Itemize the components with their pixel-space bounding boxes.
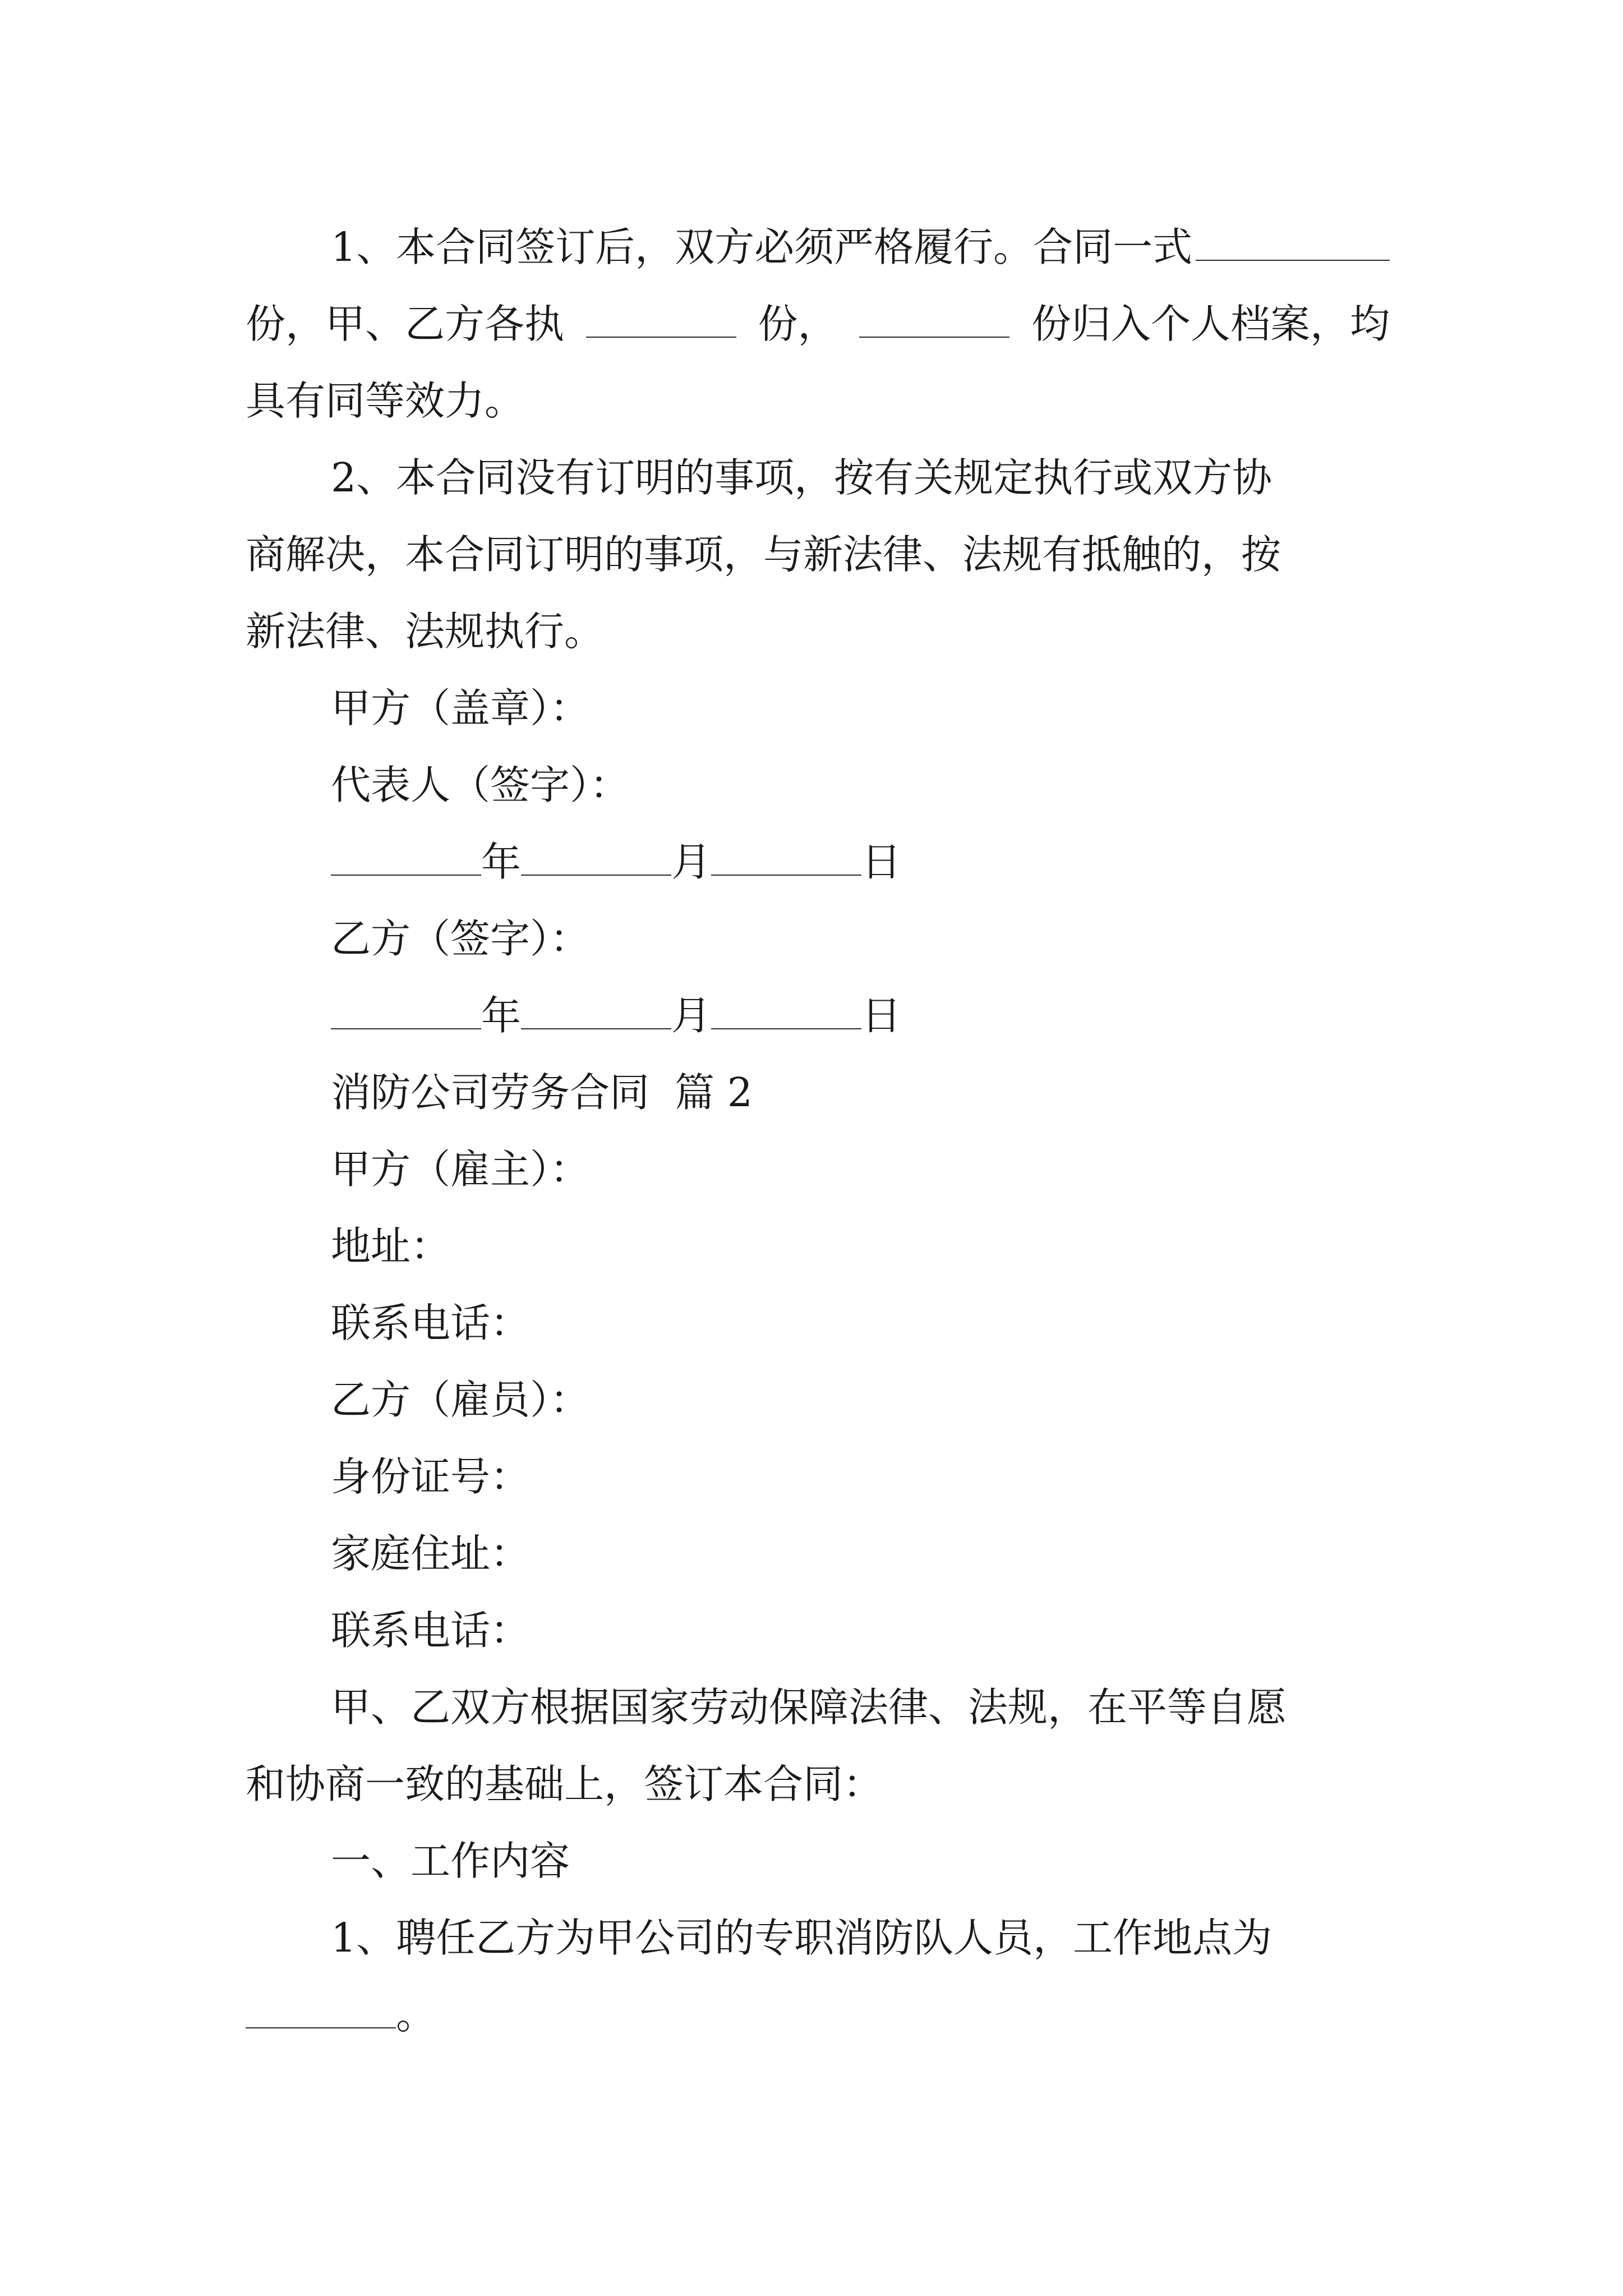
month-label: 月 xyxy=(671,992,712,1039)
employee-label: 乙方（雇员）： xyxy=(331,1377,590,1423)
item1-line1-text: 1、聘任乙方为甲公司的专职消防队人员，工作地点为 xyxy=(331,1915,1272,1961)
clause2-line1-text: 2、本合同没有订明的事项，按有关规定执行或双方协 xyxy=(331,454,1272,501)
clause2-line3-text: 新法律、法规执行。 xyxy=(246,608,605,655)
section1-heading-line xyxy=(246,1823,1390,1899)
year-label: 年 xyxy=(481,839,522,885)
party-b-sign-label: 乙方（签字）： xyxy=(331,915,590,962)
id-number-line xyxy=(246,1438,1390,1515)
home-address-line xyxy=(246,1515,1390,1592)
clause1-line3-text: 具有同等效力。 xyxy=(246,378,525,424)
item1-line2 xyxy=(246,1976,1390,2053)
intro-line1-text: 甲、乙双方根据国家劳动保障法律、法规，在平等自愿 xyxy=(331,1684,1287,1731)
phone2-line xyxy=(246,1592,1390,1669)
clause1-line2-c: 份归入个人档案，均 xyxy=(1031,301,1390,347)
document-body xyxy=(246,209,1390,2053)
id-number-label: 身份证号： xyxy=(331,1453,531,1500)
year-blank xyxy=(331,835,481,876)
representative-label: 代表人（签字）： xyxy=(331,762,630,808)
phone1-label: 联系电话： xyxy=(331,1300,531,1346)
clause1-line1-text: 1、本合同签订后，双方必须严格履行。合同一式 xyxy=(331,224,1193,270)
clause2-line2-text: 商解决，本合同订明的事项，与新法律、法规有抵触的，按 xyxy=(246,531,1281,578)
party-a-seal-line xyxy=(246,670,1390,747)
employer-line xyxy=(246,1131,1390,1208)
contract2-title-line xyxy=(246,1054,1390,1131)
copies-archive-blank xyxy=(859,297,1009,338)
copies-each-blank xyxy=(586,297,736,338)
clause2-line1 xyxy=(246,439,1390,516)
clause1-line2-a: 份，甲、乙方各执 xyxy=(246,301,565,347)
employee-line xyxy=(246,1361,1390,1438)
employer-label: 甲方（雇主）： xyxy=(331,1146,590,1193)
day-blank xyxy=(711,835,861,876)
date-line-1 xyxy=(246,823,1390,900)
party-b-sign-line xyxy=(246,900,1390,977)
month-blank xyxy=(521,835,671,876)
representative-line xyxy=(246,747,1390,823)
copies-total-blank xyxy=(1196,260,1390,261)
month-label: 月 xyxy=(671,839,712,885)
clause1-line2 xyxy=(246,286,1390,362)
address-label: 地址： xyxy=(331,1223,451,1269)
year-label: 年 xyxy=(481,992,522,1039)
clause1-line2-b: 份， xyxy=(758,301,838,347)
address-line xyxy=(246,1208,1390,1285)
item1-line2-end: 。 xyxy=(396,1991,436,2038)
clause2-line2 xyxy=(246,516,1390,593)
item1-line1 xyxy=(246,1899,1390,1976)
day-label: 日 xyxy=(861,992,902,1039)
clause1-line3 xyxy=(246,362,1390,439)
phone2-label: 联系电话： xyxy=(331,1607,531,1654)
date-line-2 xyxy=(246,977,1390,1054)
clause2-line3 xyxy=(246,593,1390,670)
work-location-blank xyxy=(246,1988,396,2028)
clause1-line1 xyxy=(246,209,1390,286)
intro-line2-text: 和协商一致的基础上，签订本合同： xyxy=(246,1761,883,1807)
year-blank xyxy=(331,989,481,1029)
phone1-line xyxy=(246,1285,1390,1361)
contract2-title: 消防公司劳务合同 篇 2 xyxy=(331,1069,753,1116)
party-a-seal-label: 甲方（盖章）： xyxy=(331,685,590,731)
day-blank xyxy=(711,989,861,1029)
intro-line2 xyxy=(246,1746,1390,1823)
month-blank xyxy=(521,989,671,1029)
section1-heading: 一、工作内容 xyxy=(331,1838,570,1884)
day-label: 日 xyxy=(861,839,902,885)
home-address-label: 家庭住址： xyxy=(331,1530,531,1577)
intro-line1 xyxy=(246,1669,1390,1746)
